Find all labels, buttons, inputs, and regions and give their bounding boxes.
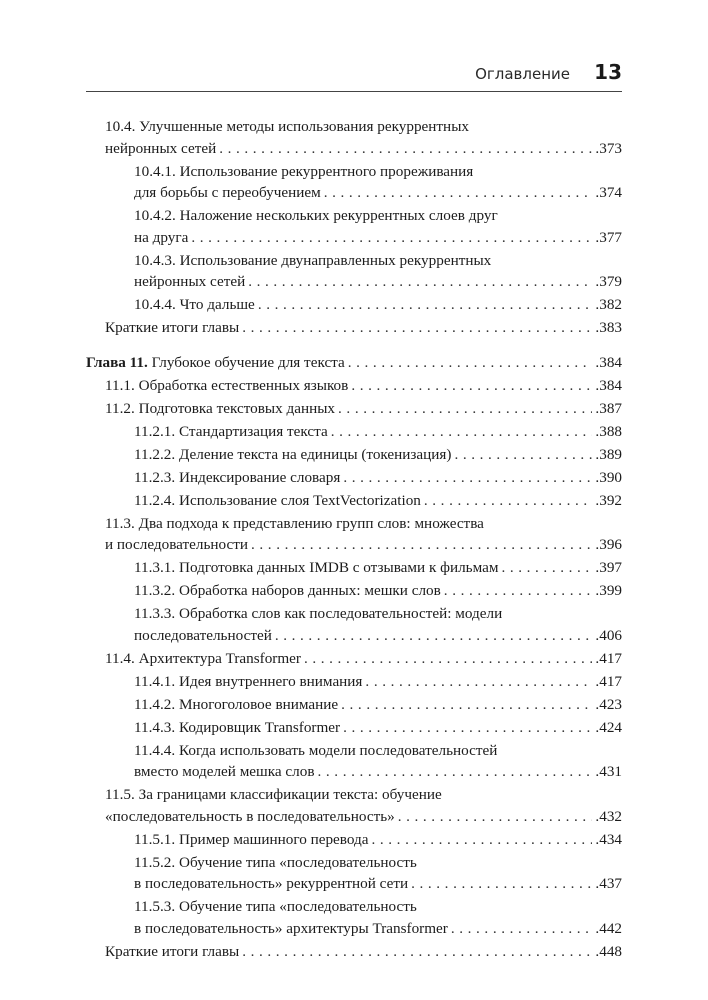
toc-entry-text: нейронных сетей xyxy=(105,139,217,157)
toc-entry-summary-11[interactable] xyxy=(86,941,622,963)
toc-entry-11-5-2[interactable] xyxy=(86,852,622,895)
toc-entry-text: 11.2.1. Стандартизация текста xyxy=(134,422,328,440)
toc-page-number: .396 xyxy=(595,536,622,553)
toc-page-number: .432 xyxy=(595,807,622,825)
dot-leader xyxy=(398,806,593,828)
toc-entry-10-4-4[interactable] xyxy=(86,294,622,316)
table-of-contents xyxy=(86,116,622,964)
chapter-label: Глава 11. xyxy=(86,353,148,371)
dot-leader xyxy=(275,625,593,647)
toc-entry-text: 11.4. Архитектура Transformer xyxy=(105,649,301,667)
dot-leader xyxy=(219,138,592,160)
toc-page-number: .373 xyxy=(595,139,622,157)
toc-page-number: .406 xyxy=(595,626,622,644)
toc-entry-text: 11.2.4. Использование слоя TextVectorization xyxy=(134,491,421,509)
toc-page-number: .384 xyxy=(595,353,622,371)
dot-leader xyxy=(351,375,592,397)
dot-leader xyxy=(248,271,592,293)
toc-page-number: .417 xyxy=(595,672,622,690)
toc-entry-11-5-1[interactable] xyxy=(86,829,622,851)
toc-page-number: .434 xyxy=(595,830,622,848)
dot-leader xyxy=(341,694,592,716)
toc-entry-11-1[interactable] xyxy=(86,375,622,397)
dot-leader xyxy=(365,671,592,693)
toc-entry-text: 11.2.3. Индексирование словаря xyxy=(134,468,341,486)
toc-entry-text: 11.4.4. Когда использовать модели последовательностей xyxy=(134,741,498,759)
toc-entry-text: 10.4.3. Использование двунаправленных рекуррентных xyxy=(134,251,492,269)
toc-entry-11-2-3[interactable] xyxy=(86,467,622,489)
toc-entry-10-4-1[interactable] xyxy=(86,161,622,204)
toc-entry-11-3-3[interactable] xyxy=(86,603,622,646)
toc-page-number: .392 xyxy=(595,491,622,509)
toc-page-number: .379 xyxy=(595,273,622,290)
toc-entry-text: 11.3.3. Обработка слов как последовательностей: модели xyxy=(134,605,503,622)
dot-leader xyxy=(411,873,592,895)
toc-page-number: .390 xyxy=(595,468,622,486)
toc-entry-11-3-1[interactable] xyxy=(86,557,622,579)
dot-leader xyxy=(258,294,593,316)
toc-page-number: .448 xyxy=(595,942,622,960)
toc-entry-10-4-3[interactable] xyxy=(86,250,622,293)
running-header-title: Оглавление xyxy=(475,65,570,83)
toc-entry-text: нейронных сетей xyxy=(134,273,246,290)
toc-page-number: .424 xyxy=(595,718,622,736)
toc-entry-text: для борьбы с переобучением xyxy=(134,184,321,201)
dot-leader xyxy=(242,941,592,963)
toc-entry-text: 11.3.1. Подготовка данных IMDB с отзывами к фильмам xyxy=(134,559,499,576)
dot-leader xyxy=(338,398,592,420)
toc-page-number: .377 xyxy=(595,228,622,246)
toc-entry-text: 11.5.1. Пример машинного перевода xyxy=(134,830,369,848)
toc-entry-text: 11.1. Обработка естественных языков xyxy=(105,376,349,394)
toc-page-number: .431 xyxy=(595,763,622,780)
dot-leader xyxy=(318,761,593,783)
toc-entry-text: 10.4.4. Что дальше xyxy=(134,296,255,313)
toc-page-number: .417 xyxy=(595,649,622,667)
toc-entry-text: Глубокое обучение для текста xyxy=(147,353,345,371)
toc-entry-text: Краткие итоги главы xyxy=(105,319,240,336)
toc-page-number: .389 xyxy=(595,445,622,463)
toc-entry-text: 11.5.2. Обучение типа «последовательность xyxy=(134,853,417,871)
header-rule xyxy=(86,91,622,92)
toc-entry-11-4[interactable] xyxy=(86,648,622,670)
toc-entry-11-2-1[interactable] xyxy=(86,421,622,443)
toc-entry-11-3[interactable] xyxy=(86,513,622,556)
toc-page-number: .383 xyxy=(595,319,622,336)
toc-entry-11-4-1[interactable] xyxy=(86,671,622,693)
toc-entry-text: 11.3.2. Обработка наборов данных: мешки слов xyxy=(134,582,441,599)
toc-entry-text: 11.5.3. Обучение типа «последовательность xyxy=(134,898,417,915)
dot-leader xyxy=(372,829,593,851)
toc-entry-11-4-4[interactable] xyxy=(86,740,622,783)
toc-entry-11-5[interactable] xyxy=(86,784,622,827)
dot-leader xyxy=(251,534,592,556)
dot-leader xyxy=(454,444,592,466)
dot-leader xyxy=(343,717,592,739)
toc-entry-11-2-4[interactable] xyxy=(86,490,622,512)
running-header xyxy=(86,58,622,88)
toc-entry-text: 10.4.1. Использование рекуррентного прореживания xyxy=(134,162,474,180)
toc-entry-text: Краткие итоги главы xyxy=(105,942,240,960)
toc-entry-text: вместо моделей мешка слов xyxy=(134,763,315,780)
toc-entry-11-4-3[interactable] xyxy=(86,717,622,739)
toc-entry-text: 11.2. Подготовка текстовых данных xyxy=(105,399,336,417)
toc-entry-text: «последовательность в последовательность» xyxy=(105,807,395,825)
dot-leader xyxy=(191,227,592,249)
toc-entry-text: 11.4.2. Многоголовое внимание xyxy=(134,695,339,713)
dot-leader xyxy=(242,317,592,339)
toc-page-number: .423 xyxy=(595,695,622,713)
toc-page-number: .384 xyxy=(595,376,622,394)
toc-page-number: .388 xyxy=(595,422,622,440)
toc-page-number: .397 xyxy=(595,559,622,576)
toc-entry-11-3-2[interactable] xyxy=(86,580,622,602)
toc-page-number: .374 xyxy=(595,184,622,201)
page-number: 13 xyxy=(594,60,622,84)
toc-entry-text: 11.4.1. Идея внутреннего внимания xyxy=(134,672,363,690)
dot-leader xyxy=(324,182,593,204)
dot-leader xyxy=(343,467,592,489)
toc-entry-text: в последовательность» рекуррентной сети xyxy=(134,875,409,892)
toc-entry-summary-10[interactable] xyxy=(86,317,622,339)
dot-leader xyxy=(424,490,593,512)
toc-entry-10-4-2[interactable] xyxy=(86,205,622,248)
toc-entry-text: и последовательности xyxy=(105,536,249,553)
toc-entry-text: 11.2.2. Деление текста на единицы (токенизация) xyxy=(134,445,452,463)
dot-leader xyxy=(444,580,593,602)
toc-entry-chapter-11[interactable] xyxy=(86,352,622,374)
toc-page-number: .399 xyxy=(595,582,622,599)
toc-entry-text: в последовательность» архитектуры Transformer xyxy=(134,919,448,937)
dot-leader xyxy=(348,352,593,374)
toc-entry-text: 11.5. За границами классификации текста: обучение xyxy=(105,786,442,803)
toc-entry-text: 11.3. Два подхода к представлению групп слов: множества xyxy=(105,514,484,532)
toc-entry-text: 10.4. Улучшенные методы использования рекуррентных xyxy=(105,118,469,135)
toc-entry-11-4-2[interactable] xyxy=(86,694,622,716)
toc-entry-text: 10.4.2. Наложение нескольких рекуррентных слоев друг xyxy=(134,207,498,224)
toc-entry-11-2-2[interactable] xyxy=(86,444,622,466)
toc-entry-text: на друга xyxy=(134,228,189,246)
toc-entry-text: последовательностей xyxy=(134,626,272,644)
toc-entry-text: 11.4.3. Кодировщик Transformer xyxy=(134,718,341,736)
toc-entry-11-2[interactable] xyxy=(86,398,622,420)
toc-entry-11-5-3[interactable] xyxy=(86,896,622,939)
toc-page-number: .387 xyxy=(595,399,622,417)
toc-page-number: .437 xyxy=(595,875,622,892)
dot-leader xyxy=(331,421,593,443)
dot-leader xyxy=(304,648,592,670)
toc-page-number: .442 xyxy=(595,919,622,937)
toc-entry-10-4[interactable] xyxy=(86,116,622,159)
dot-leader xyxy=(451,918,593,940)
toc-page-number: .382 xyxy=(595,296,622,313)
dot-leader xyxy=(501,557,592,579)
